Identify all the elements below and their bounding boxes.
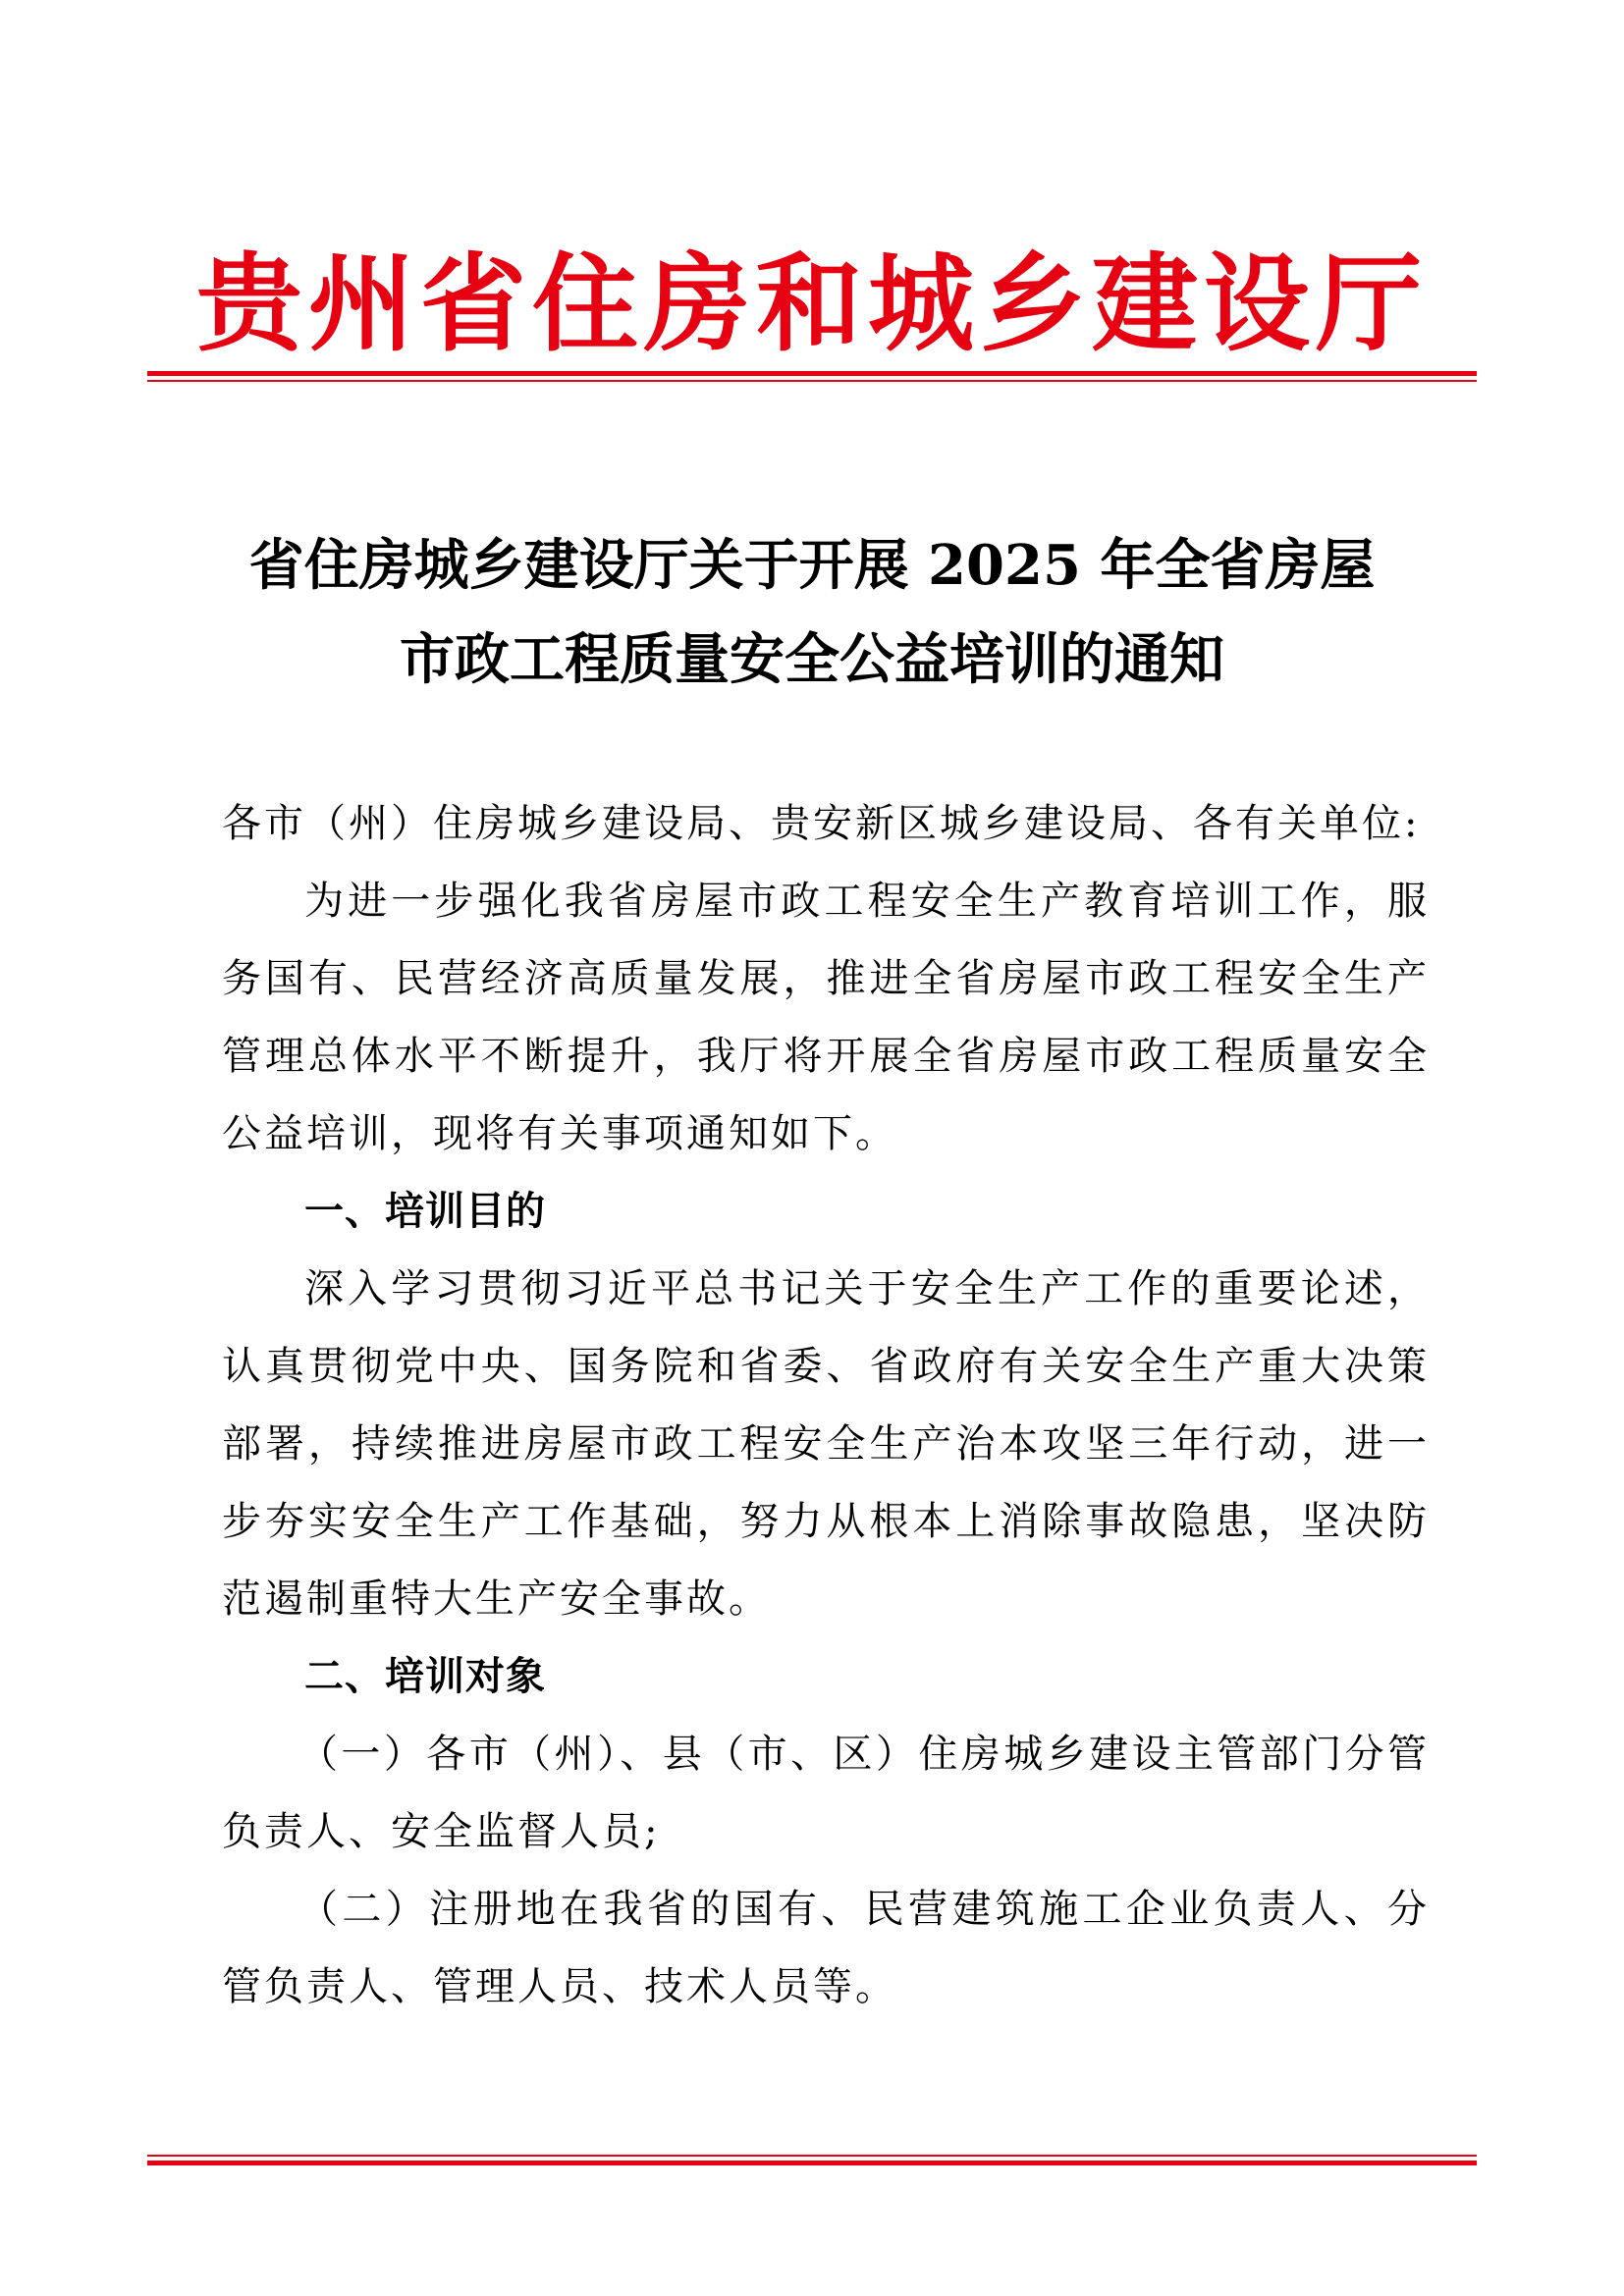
document-title-line-2: 市政工程质量安全公益培训的通知	[400, 627, 1224, 692]
header-divider-thin-line	[147, 380, 1477, 382]
footer-divider-thick-line	[147, 2161, 1477, 2165]
audience-item-1: （一）各市（州）、县（市、区）住房城乡建设主管部门分管负责人、安全监督人员;	[222, 1732, 1430, 1854]
document-title-line-1: 省住房城乡建设厅关于开展 2025 年全省房屋	[248, 533, 1376, 598]
footer-divider	[147, 2155, 1477, 2165]
audience-item-2: （二）注册地在我省的国有、民营建筑施工企业负责人、分管负责人、管理人员、技术人员等。	[222, 1887, 1430, 2009]
organization-header: 贵州省住房和城乡建设厅	[195, 242, 1428, 366]
section-heading-purpose: 一、培训目的	[304, 1189, 546, 1234]
intro-paragraph: 为进一步强化我省房屋市政工程安全生产教育培训工作，服务国有、民营经济高质量发展，推进全省房屋市政工程安全生产管理总体水平不断提升，我厅将开展全省房屋市政工程质量安全公益培训，现将有关事项通知如下。	[222, 879, 1430, 1156]
salutation: 各市（州）住房城乡建设局、贵安新区城乡建设局、各有关单位:	[222, 801, 1421, 846]
document-title	[196, 518, 1428, 707]
header-divider	[147, 371, 1477, 382]
section-heading-audience: 二、培训对象	[304, 1654, 546, 1699]
document-body	[222, 785, 1430, 2026]
purpose-paragraph: 深入学习贯彻习近平总书记关于安全生产工作的重要论述，认真贯彻党中央、国务院和省委、省政府有关安全生产重大决策部署，持续推进房屋市政工程安全生产治本攻坚三年行动，进一步夯实安全生产工作基础，努力从根本上消除事故隐患，坚决防范遏制重特大生产安全事故。	[222, 1266, 1430, 1622]
